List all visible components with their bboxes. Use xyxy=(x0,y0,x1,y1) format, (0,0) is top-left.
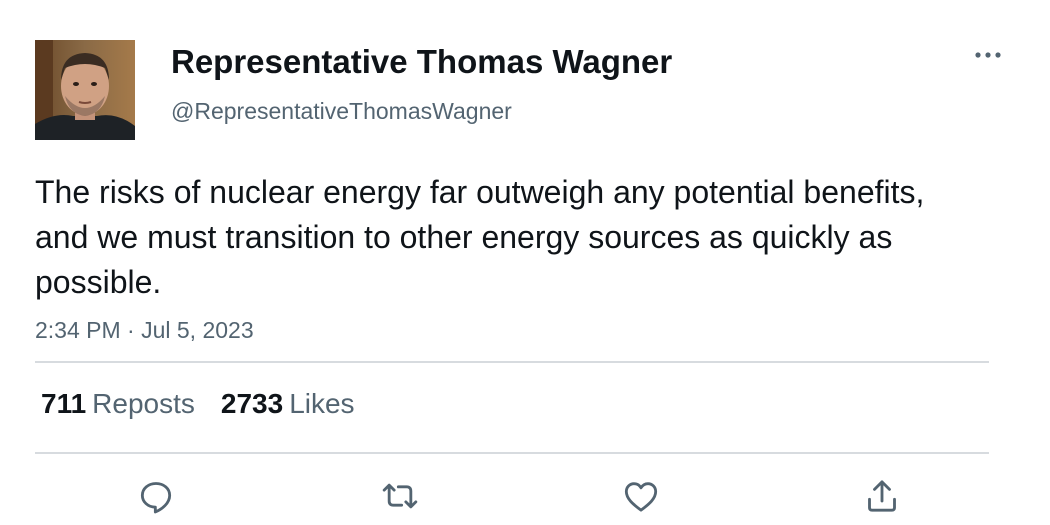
likes-count: 2733 xyxy=(220,388,284,419)
reposts-count: 711 xyxy=(41,388,87,419)
repost-button[interactable] xyxy=(380,476,420,516)
share-button[interactable] xyxy=(862,476,902,516)
more-options-button[interactable] xyxy=(968,40,1008,70)
avatar-image xyxy=(35,40,135,140)
tweet-text: The risks of nuclear energy far outweigh any potential benefits, and we must transition to other energy sources as quickly as possible. xyxy=(35,174,925,300)
like-button[interactable] xyxy=(621,476,661,516)
divider xyxy=(35,452,989,454)
more-horizontal-icon xyxy=(968,40,1008,70)
repost-icon xyxy=(380,476,420,516)
engagement-stats xyxy=(41,386,355,422)
author-display-name[interactable]: Representative Thomas Wagner xyxy=(171,43,673,80)
share-icon xyxy=(862,476,902,516)
reply-button[interactable] xyxy=(136,476,176,516)
reply-icon xyxy=(136,476,176,516)
likes-stat[interactable] xyxy=(221,386,355,422)
divider xyxy=(35,361,989,363)
reposts-label: Reposts xyxy=(92,388,195,419)
heart-icon xyxy=(621,476,661,516)
avatar[interactable] xyxy=(35,40,135,140)
reposts-stat[interactable] xyxy=(41,386,195,422)
likes-label: Likes xyxy=(289,388,355,419)
author-handle[interactable]: @RepresentativeThomasWagner xyxy=(171,98,512,124)
tweet-timestamp[interactable]: 2:34 PM · Jul 5, 2023 xyxy=(35,317,254,343)
